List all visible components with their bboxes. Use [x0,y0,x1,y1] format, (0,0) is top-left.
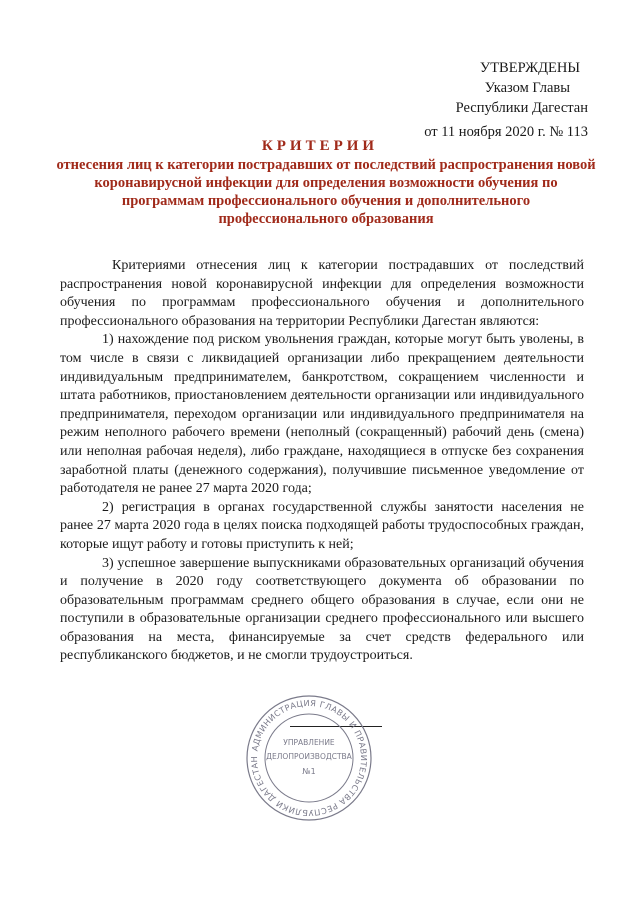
approval-date-number: от 11 ноября 2020 г. № 113 [424,124,588,140]
document-title: КРИТЕРИИ [261,138,379,154]
approval-region: Республики Дагестан [455,100,588,116]
approval-status: УТВЕРЖДЕНЫ [479,60,580,76]
approval-block [424,58,588,142]
svg-text:УПРАВЛЕНИЕ: УПРАВЛЕНИЕ [283,738,335,747]
intro-paragraph: Критериями отнесения лиц к категории пострадавших от последствий распространения новой коронавирусной инфекции для определения возможности обучения по программам профессионального обучения и дополнительного профессионального образования на территории Республики Дагестан являются: [60,258,584,329]
document-subtitle: отнесения лиц к категории пострадавших от последствий распространения новой коронавирусной инфекции для определения возможности обучения по программам профессионального обучения и дополнительного профессионального образования [56,157,596,227]
approval-authority: Указом Главы [484,80,570,96]
svg-text:№1: №1 [302,767,316,776]
criterion-3: 3) успешное завершение выпускниками образовательных организаций обучения и получение в 2020 году соответствующего документа об образовании по образовательным программам среднего общего образования в случае, если они не поступили в образовательные организации среднего профессионального или высшего образования на места, финансируемые за счет средств федерального или республиканского бюджетов, и не смогли трудоустроиться. [60,555,584,664]
criterion-1: 1) нахождение под риском увольнения граждан, которые могут быть уволены, в том числе в связи с ликвидацией организации либо прекращением деятельности индивидуальным предпринимателем, банкротством, сокращением численности и штата работников, приостановлением деятельности организации или индивидуального предпринимателя, переходом организации или индивидуального предпринимателя на режим неполного рабочего времени (неполный (сокращенный) рабочий день (смена) или неполная рабочая неделя), либо граждане, находящиеся в отпуске без сохранения заработной платы (денежного содержания), получившие письменное уведомление от работодателя не ранее 27 марта 2020 года; [60,332,584,497]
document-body [60,257,584,666]
svg-text:АДМИНИСТРАЦИЯ ГЛАВЫ И ПРАВИТЕЛ: АДМИНИСТРАЦИЯ ГЛАВЫ И ПРАВИТЕЛЬСТВА РЕСПУБЛИКИ ДАГЕСТАН [248,697,370,819]
svg-text:ДЕЛОПРОИЗВОДСТВА: ДЕЛОПРОИЗВОДСТВА [266,752,352,761]
official-seal [244,693,374,823]
criterion-2: 2) регистрация в органах государственной службы занятости населения не ранее 27 марта 2020 года в целях поиска подходящей работы трудоспособных граждан, которые ищут работу и готовы приступить к ней; [60,499,584,552]
